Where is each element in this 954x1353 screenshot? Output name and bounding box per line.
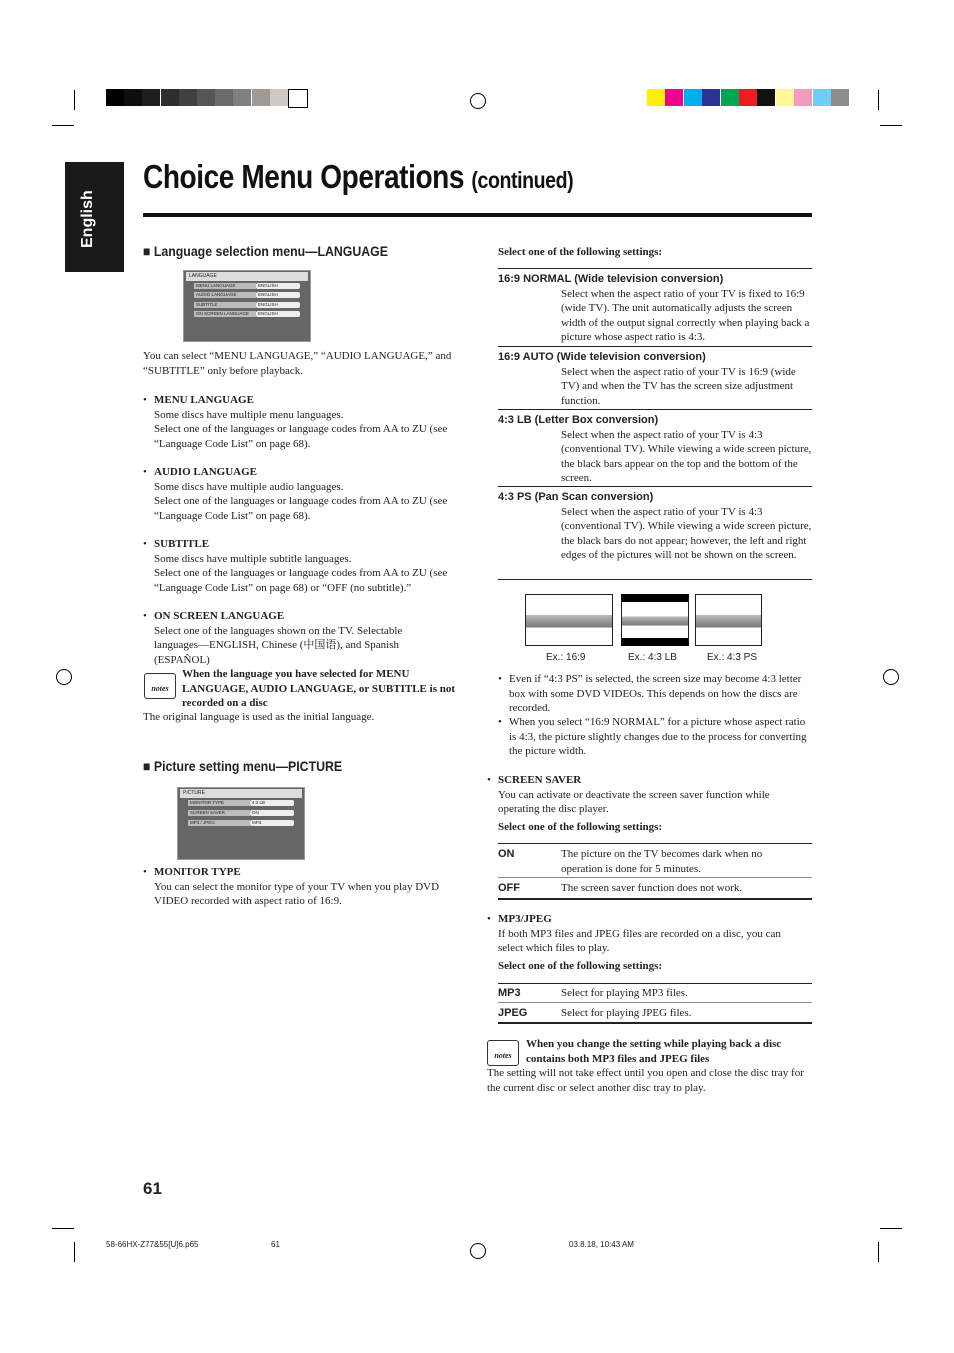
menu-key: MP3 / JPEG xyxy=(188,820,250,826)
item-title: MENU LANGUAGE xyxy=(154,394,254,406)
page-title xyxy=(143,158,574,195)
divider xyxy=(498,346,812,347)
list-item: • MENU LANGUAGE Some discs have multiple menu languages. Select one of the languages or language codes from AA to ZU (see “Language Code List” on page 68). xyxy=(154,393,454,451)
option-name: MP3 xyxy=(498,987,521,999)
menu-title: LANGUAGE xyxy=(186,272,308,281)
divider xyxy=(498,843,812,844)
example-image-panscan xyxy=(695,594,762,646)
divider xyxy=(498,409,812,410)
option-desc: Select when the aspect ratio of your TV is 4:3 (conventional TV). While viewing a wide screen picture, the black bars do not appear; however, the left and right edges of the pictures will not be shown on the screen. xyxy=(561,505,812,561)
menu-value: ON xyxy=(250,810,294,816)
language-section-heading: ■ Language selection menu—LANGUAGE xyxy=(143,243,388,259)
language-intro: You can select “MENU LANGUAGE,” “AUDIO LANGUAGE,” and “SUBTITLE” only before playback. xyxy=(143,350,452,377)
option-name: 16:9 NORMAL (Wide television conversion) xyxy=(498,273,724,285)
picture-menu-screenshot xyxy=(177,787,305,860)
gray-swatch xyxy=(252,89,270,106)
language-side-tab xyxy=(65,162,124,272)
crop-mark xyxy=(880,125,902,126)
option-name: OFF xyxy=(498,882,520,894)
caption: Ex.: 4:3 LB xyxy=(628,652,677,663)
bullet-text: Even if “4:3 PS” is selected, the screen size may become 4:3 letter box with some DVD VIDEOs. This depends on how the discs are recorded. xyxy=(509,673,802,714)
crop-mark xyxy=(52,1228,74,1229)
divider xyxy=(498,1022,812,1024)
list-item: • SUBTITLE Some discs have multiple subtitle languages. Select one of the languages or language codes from AA to ZU (see “Language Code List” on page 68) or “OFF (no subtitle).” xyxy=(154,537,454,595)
note-heading: When the language you have selected for MENU LANGUAGE, AUDIO LANGUAGE, or SUBTITLE is not recorded on a disc xyxy=(182,668,456,709)
gray-swatch xyxy=(270,89,288,106)
color-swatch xyxy=(757,89,775,106)
menu-value: 4:3 LB xyxy=(250,800,294,806)
language-menu-screenshot xyxy=(183,270,311,342)
option-desc: The screen saver function does not work. xyxy=(561,882,743,894)
option-row xyxy=(498,350,812,408)
gray-swatch xyxy=(215,89,233,106)
note-heading: When you change the setting while playing back a disc contains both MP3 files and JPEG files xyxy=(526,1038,782,1065)
option-name: ON xyxy=(498,848,515,860)
list-item: • Even if “4:3 PS” is selected, the screen size may become 4:3 letter box with some DVD VIDEOs. This depends on how the discs are recorded. xyxy=(498,673,802,714)
option-name: 4:3 LB (Letter Box conversion) xyxy=(498,414,659,426)
menu-value: ENGLISH xyxy=(256,302,300,308)
notes-icon: notes xyxy=(144,673,176,699)
item-text: Select one of the languages shown on the TV. Selectable languages—ENGLISH, Chinese (中国语), and Spanish (ESPAÑOL) xyxy=(154,624,403,666)
color-swatch xyxy=(665,89,683,106)
menu-key: SUBTITLE xyxy=(194,302,256,308)
color-swatch xyxy=(776,89,794,106)
select-label: Select one of the following settings: xyxy=(498,821,663,833)
example-image-letterbox xyxy=(621,594,689,646)
color-swatch xyxy=(794,89,812,106)
item-text: Some discs have multiple audio languages. Select one of the languages or language codes from AA to ZU (see “Language Code List” on page 68). xyxy=(154,480,448,522)
select-label: Select one of the following settings: xyxy=(498,246,663,258)
footer-file: 58-66HX-Z77&55[U]6.p65 xyxy=(106,1240,199,1249)
title-rule xyxy=(143,213,812,217)
side-tab-label: English xyxy=(79,190,96,248)
divider xyxy=(498,486,812,487)
menu-key: SCREEN SAVER xyxy=(188,810,250,816)
menu-key: AUDIO LANGUAGE xyxy=(194,292,256,298)
note-text: The original language is used as the initial language. xyxy=(143,711,375,723)
color-swatch xyxy=(684,89,702,106)
item-text: Some discs have multiple subtitle languages. Select one of the languages or language codes from AA to ZU (see “Language Code List” on page 68) or “OFF (no subtitle).” xyxy=(154,552,448,594)
color-swatch xyxy=(739,89,757,106)
gray-swatch xyxy=(106,89,124,106)
gray-swatch xyxy=(233,89,251,106)
color-swatch xyxy=(702,89,720,106)
menu-value: ENGLISH xyxy=(256,283,300,289)
item-text: You can select the monitor type of your TV when you play DVD VIDEO recorded with aspect ratio of 16:9. xyxy=(154,880,440,907)
example-image-16-9 xyxy=(525,594,613,646)
divider xyxy=(498,983,812,984)
page-number: 61 xyxy=(143,1179,162,1198)
list-item: • AUDIO LANGUAGE Some discs have multiple audio languages. Select one of the languages or language codes from AA to ZU (see “Language Code List” on page 68). xyxy=(154,465,454,523)
select-label: Select one of the following settings: xyxy=(498,960,663,972)
footer-date: 03.8.18, 10:43 AM xyxy=(569,1240,634,1249)
crop-mark xyxy=(878,1242,879,1262)
list-item: • ON SCREEN LANGUAGE Select one of the languages shown on the TV. Selectable languages—ENGLISH, Chinese (中国语), and Spanish (ESPAÑOL) xyxy=(154,609,444,667)
footer-page: 61 xyxy=(271,1240,280,1249)
option-name: JPEG xyxy=(498,1007,528,1019)
option-desc: Select when the aspect ratio of your TV is 16:9 (wide TV) and when the TV has the screen size adjustment function. xyxy=(561,365,796,407)
list-item: • MP3/JPEG If both MP3 files and JPEG files are recorded on a disc, you can select which files to play. xyxy=(498,912,808,956)
divider xyxy=(498,877,812,878)
option-desc: Select when the aspect ratio of your TV is 4:3 (conventional TV). While viewing a wide screen picture, the black bars appear on the top and the bottom of the screen. xyxy=(561,428,812,484)
option-desc: Select for playing MP3 files. xyxy=(561,987,688,999)
list-item: • SCREEN SAVER You can activate or deactivate the screen saver function while operating the disc player. xyxy=(498,773,808,817)
registration-target-icon xyxy=(470,93,486,109)
color-swatch xyxy=(647,89,665,106)
menu-value: MP3 xyxy=(250,820,294,826)
option-row xyxy=(498,413,812,486)
divider xyxy=(498,1002,812,1003)
gray-swatch xyxy=(179,89,197,106)
item-title: SCREEN SAVER xyxy=(498,774,582,786)
menu-value: ENGLISH xyxy=(256,292,300,298)
caption: Ex.: 4:3 PS xyxy=(707,652,758,663)
color-swatch xyxy=(831,89,849,106)
crop-mark xyxy=(74,1242,75,1262)
title-text: Choice Menu Operations xyxy=(143,158,465,195)
notes-icon: notes xyxy=(487,1040,519,1066)
registration-target-icon xyxy=(470,1243,486,1259)
item-title: ON SCREEN LANGUAGE xyxy=(154,610,285,622)
option-desc: Select when the aspect ratio of your TV is fixed to 16:9 (wide TV). The unit automatically adjusts the screen width of the output signal correctly when playing back a picture whose aspect ratio is 4:3. xyxy=(561,287,810,343)
menu-value: ENGLISH xyxy=(256,311,300,317)
menu-key: MONITOR TYPE xyxy=(188,800,250,806)
item-title: SUBTITLE xyxy=(154,538,210,550)
caption: Ex.: 16:9 xyxy=(546,652,586,663)
gray-swatch xyxy=(161,89,179,106)
registration-target-icon xyxy=(883,669,899,685)
item-text: You can activate or deactivate the screen saver function while operating the disc player. xyxy=(498,788,770,815)
list-item: • When you select “16:9 NORMAL” for a picture whose aspect ratio is 4:3, the picture slightly changes due to the process for converting the picture width. xyxy=(498,716,807,757)
registration-target-icon xyxy=(56,669,72,685)
item-text: Some discs have multiple menu languages. Select one of the languages or language codes from AA to ZU (see “Language Code List” on page 68). xyxy=(154,408,448,450)
option-desc: Select for playing JPEG files. xyxy=(561,1007,692,1019)
item-title: MONITOR TYPE xyxy=(154,866,241,878)
item-title: MP3/JPEG xyxy=(498,913,552,925)
title-suffix: (continued) xyxy=(471,167,574,193)
menu-key: ON SCREEN LANGUAGE xyxy=(194,311,256,317)
item-text: If both MP3 files and JPEG files are recorded on a disc, you can select which files to play. xyxy=(498,927,781,954)
divider xyxy=(498,898,812,900)
crop-mark xyxy=(52,125,74,126)
gray-swatch xyxy=(142,89,160,106)
item-title: AUDIO LANGUAGE xyxy=(154,466,257,478)
divider xyxy=(498,268,812,269)
crop-mark xyxy=(878,90,879,110)
note-text: The setting will not take effect until you open and close the disc tray for the current disc or select another disc tray to play. xyxy=(487,1067,804,1094)
list-item: • MONITOR TYPE You can select the monitor type of your TV when you play DVD VIDEO recorded with aspect ratio of 16:9. xyxy=(154,865,459,909)
option-row xyxy=(498,272,812,345)
menu-key: MENU LANGUAGE xyxy=(194,283,256,289)
gray-swatch xyxy=(197,89,215,106)
color-swatch xyxy=(813,89,831,106)
color-swatch xyxy=(721,89,739,106)
option-name: 16:9 AUTO (Wide television conversion) xyxy=(498,351,706,363)
divider xyxy=(498,579,812,580)
gray-swatch xyxy=(124,89,142,106)
option-row xyxy=(498,490,812,563)
option-desc: The picture on the TV becomes dark when no operation is done for 5 minutes. xyxy=(561,848,763,875)
crop-mark xyxy=(74,90,75,110)
crop-mark xyxy=(880,1228,902,1229)
picture-section-heading: ■ Picture setting menu—PICTURE xyxy=(143,758,343,774)
option-name: 4:3 PS (Pan Scan conversion) xyxy=(498,491,654,503)
gray-swatch xyxy=(288,89,308,108)
bullet-text: When you select “16:9 NORMAL” for a picture whose aspect ratio is 4:3, the picture slightly changes due to the process for converting the picture width. xyxy=(509,716,807,757)
menu-title: PICTURE xyxy=(180,789,302,798)
